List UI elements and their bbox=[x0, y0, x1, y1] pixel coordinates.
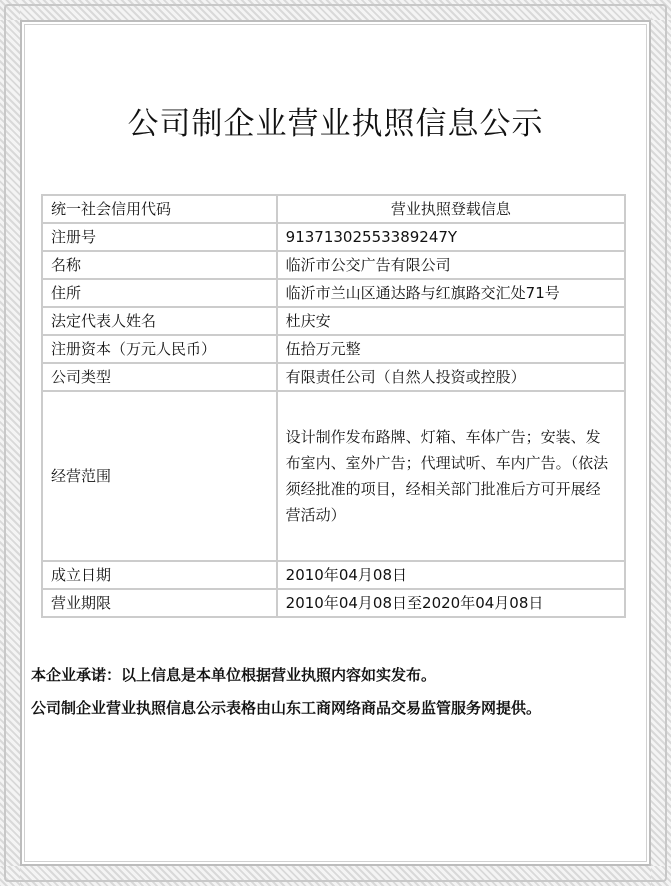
row-value: 2010年04月08日 bbox=[277, 561, 625, 589]
table-row-business-scope bbox=[42, 391, 625, 561]
row-value: 91371302553389247Y bbox=[277, 223, 625, 251]
row-label: 经营范围 bbox=[42, 391, 277, 561]
header-label-cell: 统一社会信用代码 bbox=[42, 195, 277, 223]
row-label: 注册资本（万元人民币） bbox=[42, 335, 277, 363]
provider-note: 公司制企业营业执照信息公示表格由山东工商网络商品交易监管服务网提供。 bbox=[31, 699, 542, 717]
row-value: 临沂市公交广告有限公司 bbox=[277, 251, 625, 279]
table-row-legal-representative bbox=[42, 307, 625, 335]
row-value: 伍拾万元整 bbox=[277, 335, 625, 363]
table-row-company-type bbox=[42, 363, 625, 391]
header-value-cell: 营业执照登载信息 bbox=[277, 195, 625, 223]
row-value: 设计制作发布路牌、灯箱、车体广告；安装、发布室内、室外广告；代理试听、车内广告。（依法须经批准的项目，经相关部门批准后方可开展经营活动） bbox=[277, 391, 625, 561]
table-row-registered-capital bbox=[42, 335, 625, 363]
row-value: 临沂市兰山区通达路与红旗路交汇处71号 bbox=[277, 279, 625, 307]
row-label: 名称 bbox=[42, 251, 277, 279]
notes-section bbox=[31, 665, 651, 731]
row-value: 杜庆安 bbox=[277, 307, 625, 335]
row-value: 有限责任公司（自然人投资或控股） bbox=[277, 363, 625, 391]
row-value: 2010年04月08日至2020年04月08日 bbox=[277, 589, 625, 617]
table-row-establishment-date bbox=[42, 561, 625, 589]
row-label: 公司类型 bbox=[42, 363, 277, 391]
license-info-table bbox=[41, 194, 626, 618]
row-label: 住所 bbox=[42, 279, 277, 307]
row-label: 成立日期 bbox=[42, 561, 277, 589]
page-title: 公司制企业营业执照信息公示 bbox=[127, 106, 544, 142]
table-row-address bbox=[42, 279, 625, 307]
row-label: 法定代表人姓名 bbox=[42, 307, 277, 335]
table-row-business-term bbox=[42, 589, 625, 617]
table-row-registration-number bbox=[42, 223, 625, 251]
commitment-note: 本企业承诺：以上信息是本单位根据营业执照内容如实发布。 bbox=[31, 666, 437, 684]
row-label: 注册号 bbox=[42, 223, 277, 251]
table-row-name bbox=[42, 251, 625, 279]
row-label: 营业期限 bbox=[42, 589, 277, 617]
table-header-row bbox=[42, 195, 625, 223]
